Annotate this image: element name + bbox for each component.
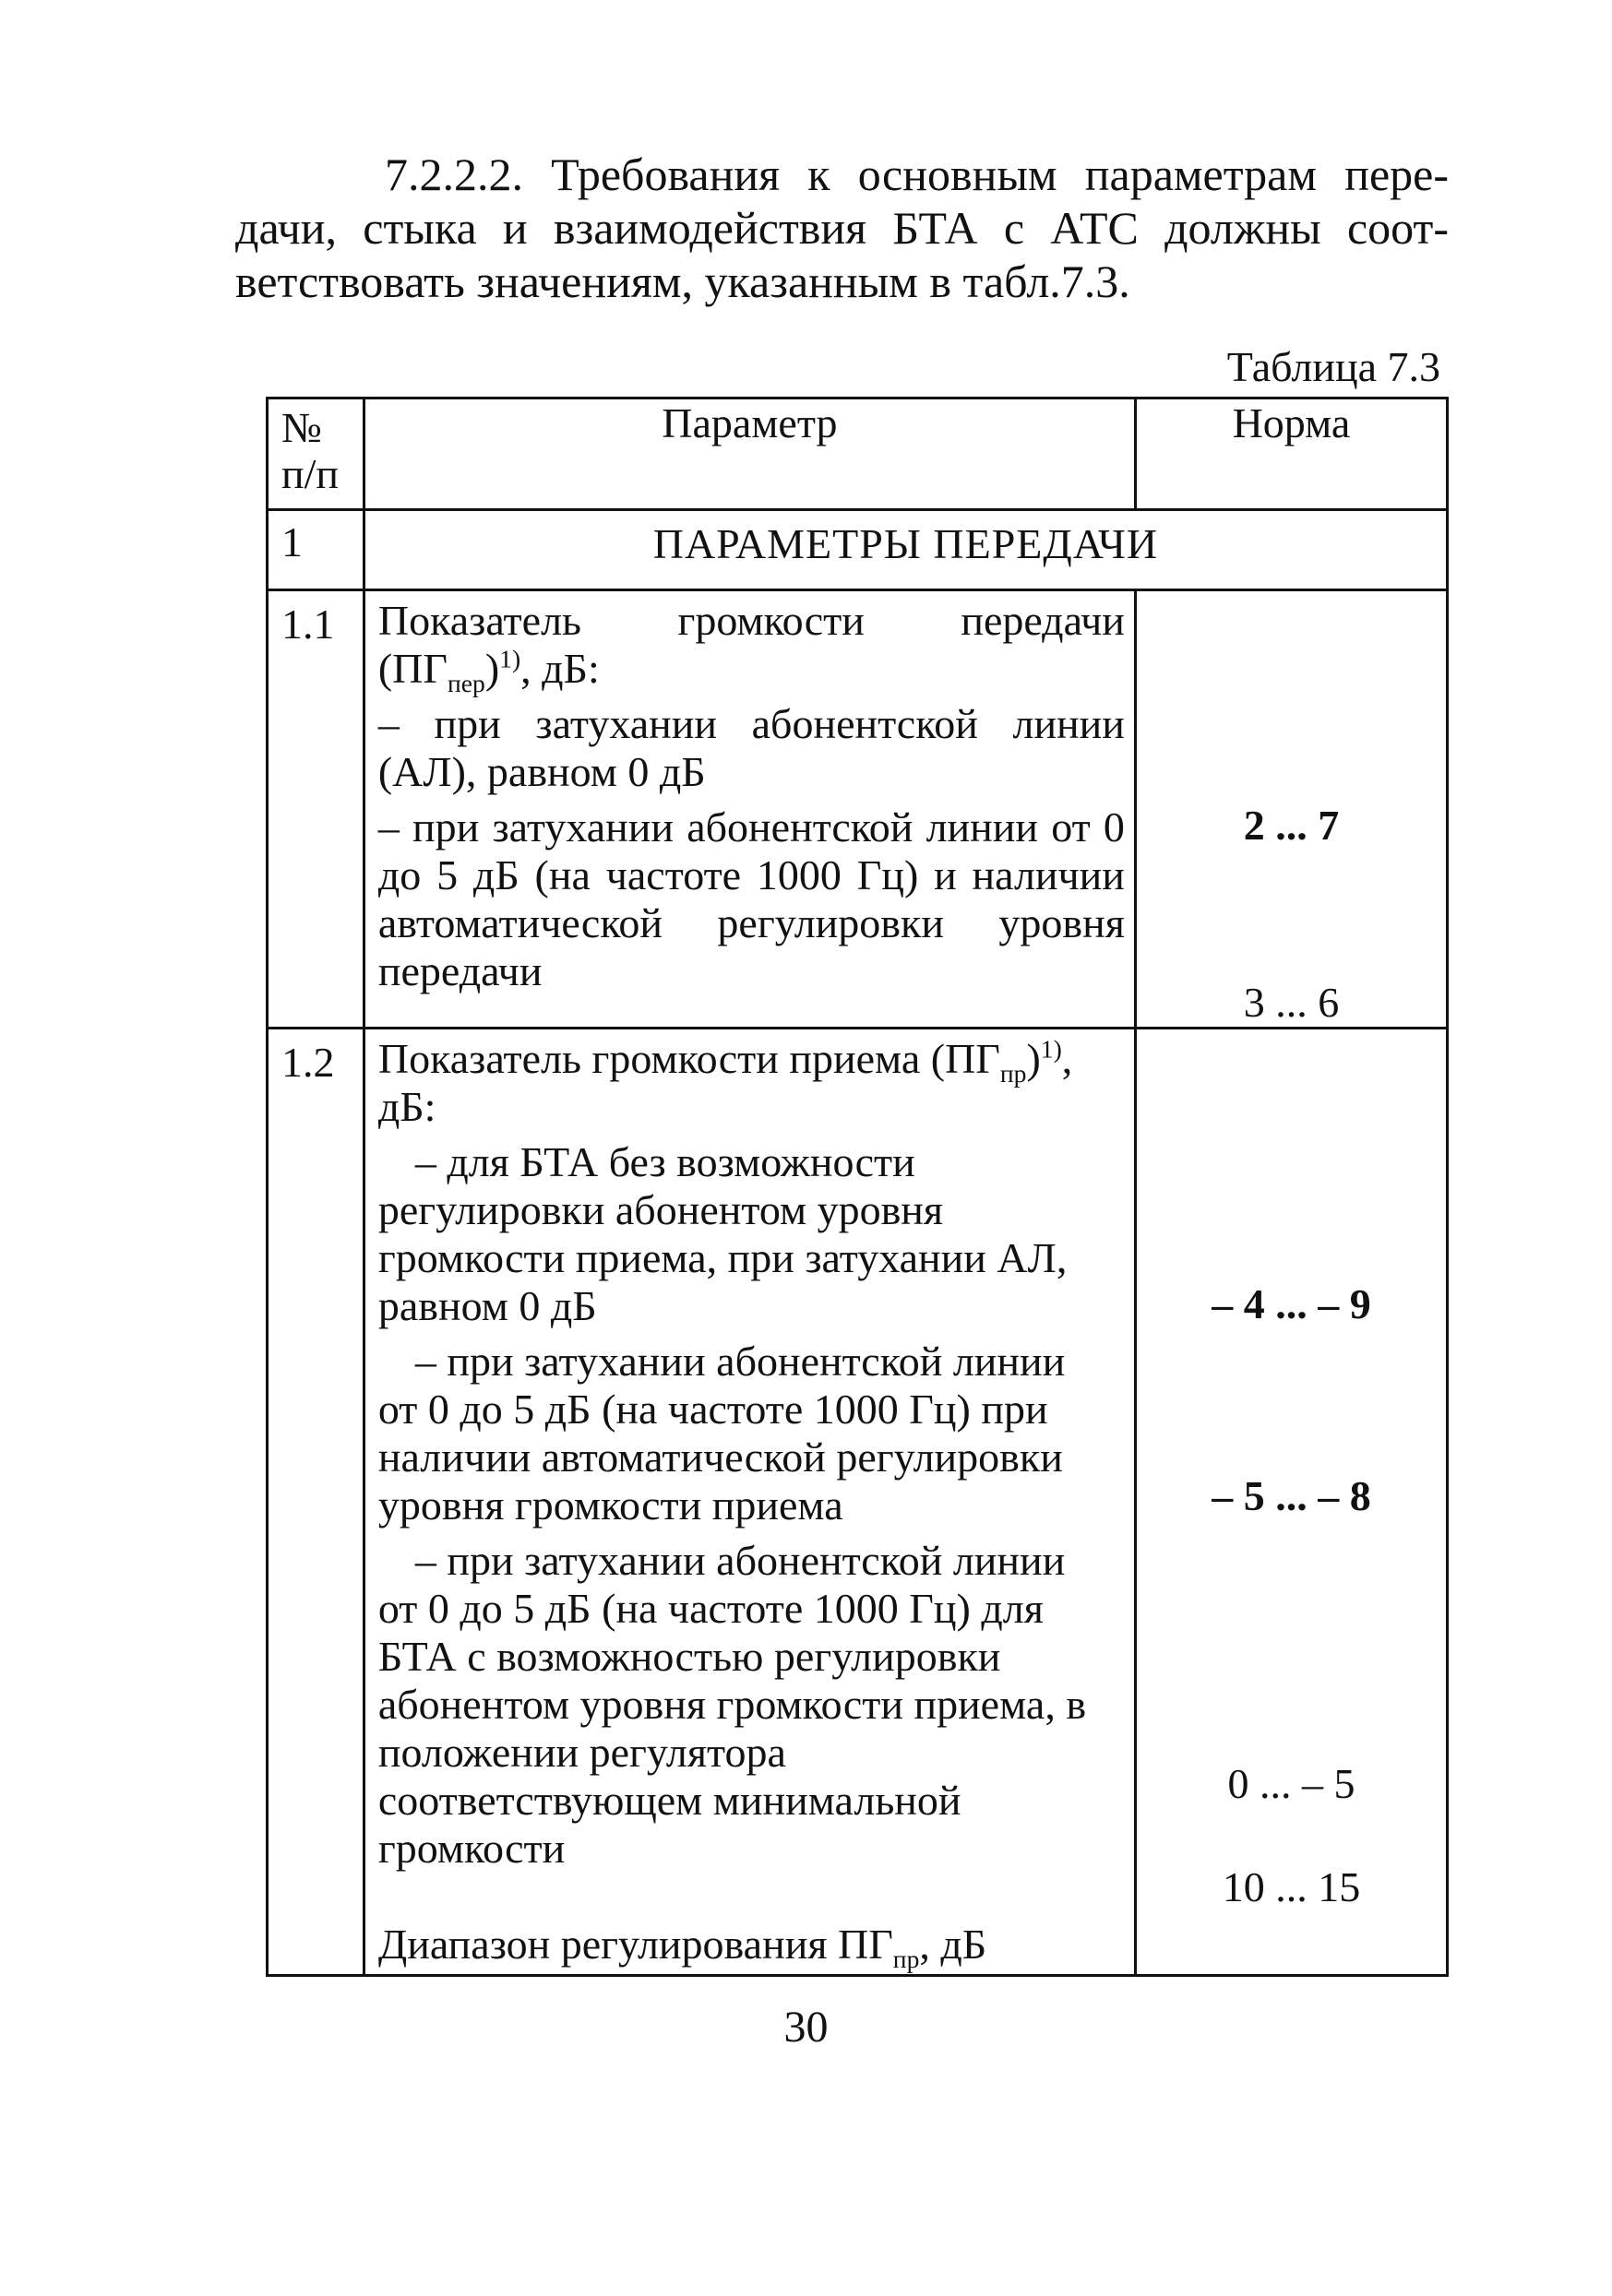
title-close: ) [484,645,500,692]
header-norm: Норма [1135,399,1447,510]
row-item-1: – для БТА без возможности регулировки абонентом уровня громкости приема, при затухании АЛ, равном 0 дБ [377,1138,1068,1329]
header-parameter: Параметр [364,399,1135,510]
title-subscript: пер [448,669,485,698]
title-close: ) [1026,1035,1041,1082]
row-number: 1.2 [268,1029,364,1976]
intro-line-3: ветствовать значениям, указанным в табл.7.3. [235,256,1130,307]
row-range [377,1921,1097,1974]
parameters-table [266,397,1449,1977]
title-prefix: Показатель громкости приема (ПГ [377,1035,1000,1082]
table-row-1-2 [268,1029,1448,1976]
title-prefix: (ПГ [377,645,448,692]
table-row-1-1 [268,590,1448,1029]
norm-value-1: 2 ... 7 [1243,802,1340,849]
row-title-line-b [377,644,1125,698]
section-number: 1 [268,510,364,590]
row-item-2: – при затухании абонентской линии от 0 до 5 дБ (на частоте 1000 Гц) при наличии автоматической регулировки уровня громкости приема [377,1338,1066,1529]
row-item-3: – при затухании абонентской линии от 0 до 5 дБ (на частоте 1000 Гц) для БТА с возможностью регулировки абонентом уровня громкости приема, в положении регулятора соответствующем минимальной громкости [377,1537,1087,1872]
row-item-2: – при затухании абонентской линии от 0 до 5 дБ (на частоте 1000 Гц) и наличии автоматической регулировки уровня передачи [377,803,1125,994]
norm-value-2: 3 ... 6 [1243,979,1340,1026]
range-suffix: , дБ [919,1921,987,1968]
title-suffix: , дБ: [377,1035,1073,1130]
norm-value-2: – 5 ... – 8 [1212,1472,1371,1519]
table-caption: Таблица 7.3 [1226,343,1440,390]
row-item-1: – при затухании абонентской линии (АЛ), равном 0 дБ [377,700,1125,795]
row-number: 1.1 [268,590,364,1029]
norm-value-3: 0 ... – 5 [1227,1760,1355,1807]
header-number-symbol: № [281,404,322,451]
intro-line-1: 7.2.2.2. Требования к основным параметрам пере- [385,149,1449,200]
section-title: ПАРАМЕТРЫ ПЕРЕДАЧИ [364,510,1447,590]
page-number: 30 [783,2003,829,2052]
row-parameter [364,1029,1135,1976]
section-row [268,510,1448,590]
row-title-line-a: Показатель громкости передачи [377,597,1125,644]
footnote-ref: 1) [499,644,521,673]
title-subscript: пр [999,1059,1027,1089]
row-norm [1135,590,1447,1029]
header-number [268,399,364,510]
range-value: 10 ... 15 [1222,1863,1361,1910]
header-number-abbr: п/п [281,450,340,497]
footnote-ref: 1) [1040,1034,1062,1064]
range-subscript: пр [892,1945,920,1974]
row-title [378,1035,1097,1131]
intro-line-2: дачи, стыка и взаимодействия БТА с АТС должны соот- [235,202,1449,254]
norm-value-1: – 4 ... – 9 [1212,1280,1371,1327]
row-parameter [364,590,1135,1029]
title-suffix: , дБ: [520,645,600,692]
range-prefix: Диапазон регулирования ПГ [377,1921,893,1968]
row-norm [1135,1029,1447,1976]
intro-paragraph [235,148,1449,308]
table-header-row [268,399,1448,510]
